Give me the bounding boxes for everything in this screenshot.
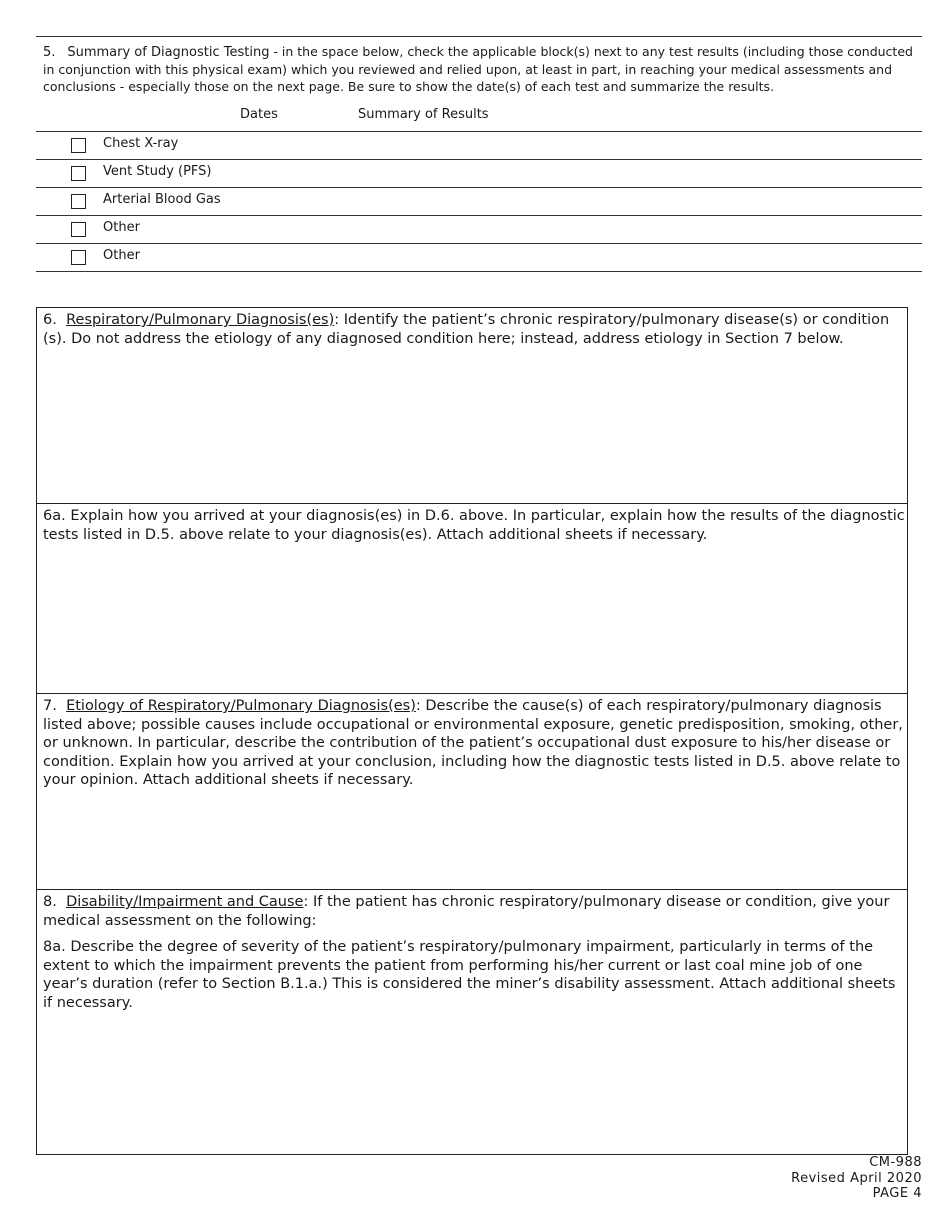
section-7-number: 7. (43, 698, 57, 714)
section-5-number: 5. (43, 45, 56, 60)
arterial-blood-gas-checkbox[interactable] (71, 194, 86, 209)
test-row-other-1 (36, 215, 922, 243)
test-label: Other (103, 248, 140, 263)
test-list (36, 131, 922, 272)
section-8-intro (43, 893, 907, 930)
form-number: CM-988 (869, 1155, 922, 1170)
section-6-title: Respiratory/Pulmonary Diagnosis(es) (66, 312, 335, 328)
other-2-checkbox[interactable] (71, 250, 86, 265)
section-6a-field[interactable] (37, 503, 907, 693)
section-7-text: : Describe the cause(s) of each respiratory/pulmonary diagnosis listed above; possible causes include occupational or environmental exposure, genetic predisposition, smoking, other, or unknown. In particular, describe the contribution of the patient’s occupational dust exposure to his/her disease or condition. Explain how you arrived at your conclusion, including how the diagnostic tests listed in D.5. above relate to your opinion. Attach additional sheets if necessary. (43, 698, 903, 788)
revision-date: Revised April 2020 (791, 1170, 922, 1186)
diagnosis-form-box (36, 307, 908, 1155)
chest-xray-checkbox[interactable] (71, 138, 86, 153)
test-row-arterial-blood-gas (36, 187, 922, 215)
section-5 (36, 36, 922, 263)
page-number: PAGE 4 (872, 1186, 922, 1201)
section-8-text: : If the patient has chronic respiratory/pulmonary disease or condition, give your medical assessment on the following: (43, 894, 890, 929)
section-7-field[interactable] (37, 693, 907, 889)
section-8-number: 8. (43, 894, 57, 910)
vent-study-checkbox[interactable] (71, 166, 86, 181)
section-8a-text: 8a. Describe the degree of severity of the patient’s respiratory/pulmonary impairment, particularly in terms of the extent to which the impairment prevents the patient from performing his/her current or last coal mine job of one year’s duration (refer to Section B.1.a.) This is considered the miner’s disability assessment. Attach additional sheets if necessary. (43, 939, 896, 1011)
section-6-text: : Identify the patient’s chronic respiratory/pulmonary disease(s) or condition (s). Do not address the etiology of any diagnosed condition here; instead, address etiology in Section 7 below. (43, 312, 890, 347)
test-row-chest-xray (36, 131, 922, 159)
section-6-number: 6. (43, 312, 57, 328)
section-6a-text: 6a. Explain how you arrived at your diagnosis(es) in D.6. above. In particular, explain how the results of the diagnostic tests listed in D.5. above relate to your diagnosis(es). Attach additional sheets if necessary. (43, 508, 905, 543)
section-6-field[interactable] (37, 308, 907, 503)
section-8-title: Disability/Impairment and Cause (66, 894, 304, 910)
test-label: Vent Study (PFS) (103, 164, 212, 179)
section-7-title: Etiology of Respiratory/Pulmonary Diagnosis(es) (66, 698, 416, 714)
section-5-instructions (43, 43, 919, 95)
section-5-title: Summary of Diagnostic Testing (67, 45, 270, 60)
section-5-instruction-text: - in the space below, check the applicable block(s) next to any test results (including those conducted in conjunction with this physical exam) which you reviewed and relied upon, at least in part, in reaching your medical assessments and conclusions - especially those on the next page. Be sure to show the date(s) of each test and summarize the results. (43, 44, 913, 94)
test-label: Chest X-ray (103, 136, 179, 151)
page-footer (791, 1155, 922, 1202)
column-header-summary: Summary of Results (358, 107, 489, 122)
test-label: Arterial Blood Gas (103, 192, 221, 207)
test-row-vent-study (36, 159, 922, 187)
section-8-field[interactable] (37, 889, 907, 1154)
test-label: Other (103, 220, 140, 235)
test-row-other-2 (36, 243, 922, 272)
column-header-dates: Dates (240, 107, 278, 122)
other-1-checkbox[interactable] (71, 222, 86, 237)
